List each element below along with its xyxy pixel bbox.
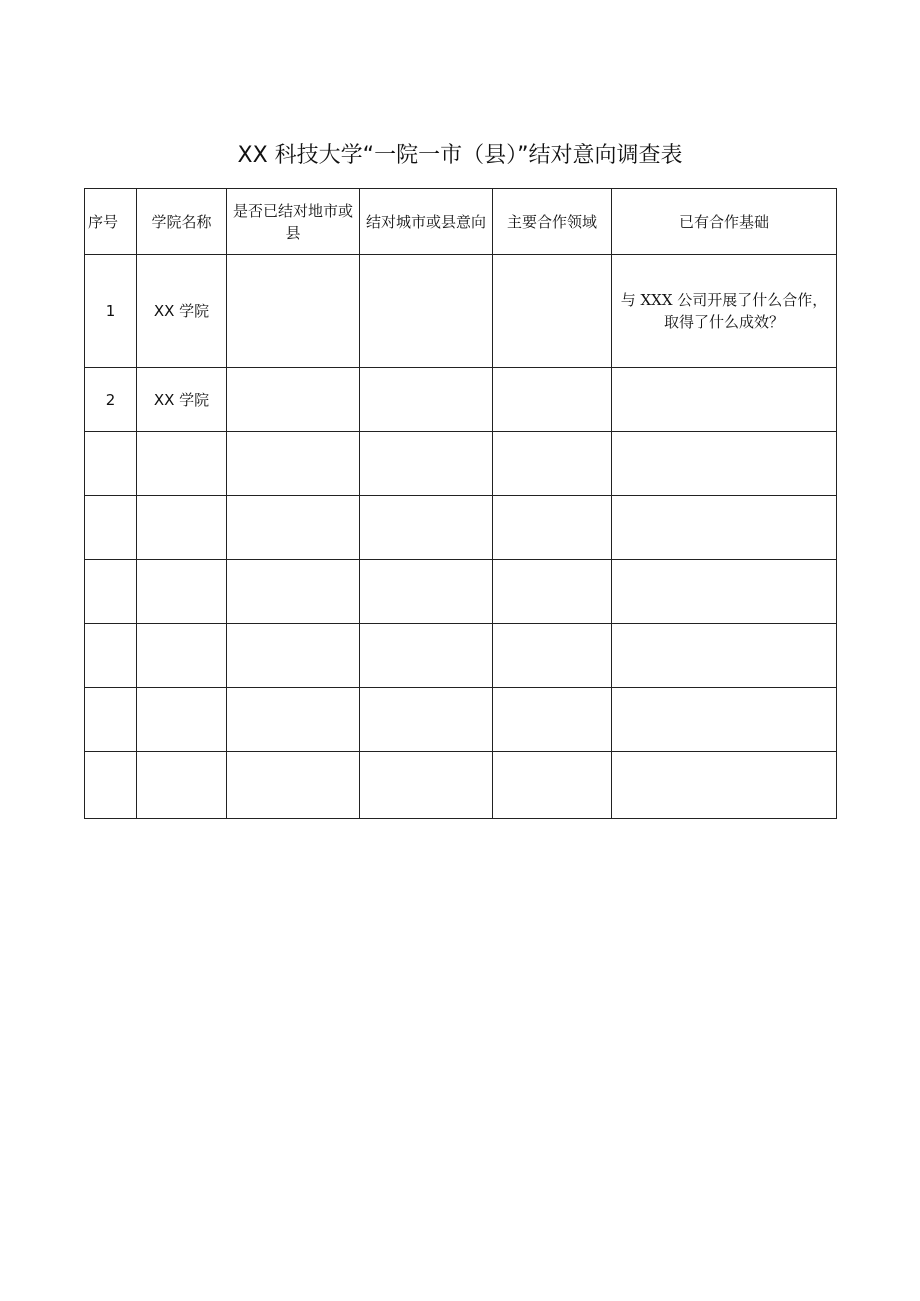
cell-serial[interactable]	[85, 752, 137, 819]
cell-existing-basis[interactable]	[612, 752, 837, 819]
cell-paired-status[interactable]	[227, 752, 360, 819]
cell-cooperation-field[interactable]	[493, 496, 612, 560]
table-row	[85, 560, 837, 624]
cell-existing-basis[interactable]: 与 XXX 公司开展了什么合作，取得了什么成效？	[612, 255, 837, 368]
table-row	[85, 624, 837, 688]
cell-existing-basis[interactable]	[612, 624, 837, 688]
cell-pairing-intent[interactable]	[360, 255, 493, 368]
cell-college-name[interactable]	[137, 496, 227, 560]
table-row	[85, 752, 837, 819]
header-pairing-intent: 结对城市或县意向	[360, 189, 493, 255]
header-cooperation-field: 主要合作领域	[493, 189, 612, 255]
table-row	[85, 496, 837, 560]
table-row	[85, 432, 837, 496]
table-header-row	[85, 189, 837, 255]
cell-college-name[interactable]: XX 学院	[137, 255, 227, 368]
cell-pairing-intent[interactable]	[360, 432, 493, 496]
page-title: XX 科技大学“一院一市（县）”结对意向调查表	[237, 143, 683, 168]
cell-college-name[interactable]	[137, 432, 227, 496]
cell-paired-status[interactable]	[227, 688, 360, 752]
cell-serial[interactable]	[85, 624, 137, 688]
cell-paired-status[interactable]	[227, 496, 360, 560]
cell-serial[interactable]	[85, 496, 137, 560]
cell-pairing-intent[interactable]	[360, 368, 493, 432]
cell-cooperation-field[interactable]	[493, 688, 612, 752]
cell-college-name[interactable]: XX 学院	[137, 368, 227, 432]
cell-college-name[interactable]	[137, 624, 227, 688]
cell-existing-basis[interactable]	[612, 688, 837, 752]
cell-cooperation-field[interactable]	[493, 752, 612, 819]
header-serial: 序号	[85, 189, 137, 255]
cell-serial[interactable]: 1	[85, 255, 137, 368]
cell-cooperation-field[interactable]	[493, 560, 612, 624]
header-college-name: 学院名称	[137, 189, 227, 255]
cell-cooperation-field[interactable]	[493, 255, 612, 368]
cell-pairing-intent[interactable]	[360, 688, 493, 752]
cell-pairing-intent[interactable]	[360, 496, 493, 560]
cell-college-name[interactable]	[137, 752, 227, 819]
cell-serial[interactable]	[85, 432, 137, 496]
cell-paired-status[interactable]	[227, 624, 360, 688]
cell-cooperation-field[interactable]	[493, 368, 612, 432]
cell-existing-basis[interactable]	[612, 496, 837, 560]
survey-table	[84, 188, 837, 819]
table-row	[85, 688, 837, 752]
cell-pairing-intent[interactable]	[360, 560, 493, 624]
cell-paired-status[interactable]	[227, 368, 360, 432]
cell-existing-basis[interactable]	[612, 560, 837, 624]
cell-existing-basis[interactable]	[612, 432, 837, 496]
cell-paired-status[interactable]	[227, 432, 360, 496]
header-existing-basis: 已有合作基础	[612, 189, 837, 255]
cell-paired-status[interactable]	[227, 560, 360, 624]
cell-cooperation-field[interactable]	[493, 624, 612, 688]
cell-college-name[interactable]	[137, 688, 227, 752]
cell-pairing-intent[interactable]	[360, 624, 493, 688]
cell-serial[interactable]: 2	[85, 368, 137, 432]
cell-cooperation-field[interactable]	[493, 432, 612, 496]
cell-pairing-intent[interactable]	[360, 752, 493, 819]
cell-paired-status[interactable]	[227, 255, 360, 368]
cell-serial[interactable]	[85, 560, 137, 624]
table-row	[85, 368, 837, 432]
header-paired-status: 是否已结对地市或县	[227, 189, 360, 255]
table-row	[85, 255, 837, 368]
cell-serial[interactable]	[85, 688, 137, 752]
cell-college-name[interactable]	[137, 560, 227, 624]
cell-existing-basis[interactable]	[612, 368, 837, 432]
